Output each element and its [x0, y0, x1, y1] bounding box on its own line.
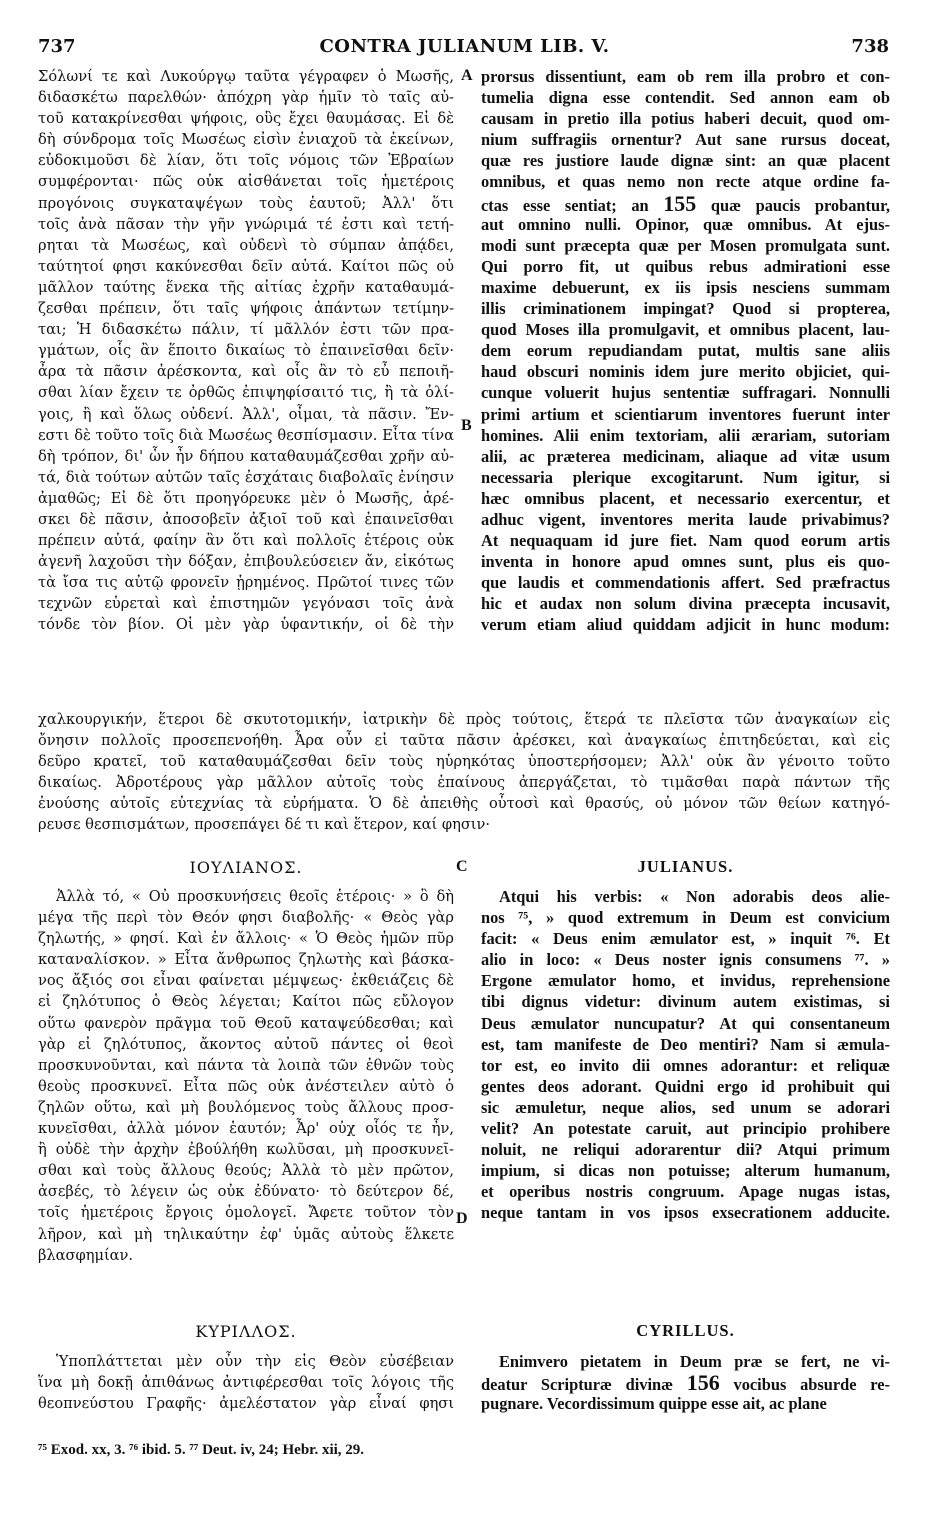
text-line: adhuc vigent, inventores merita laude privabimus? [481, 509, 890, 529]
text-line: εἰ ζηλότυπος ὁ Θεὸς λέγεται; Καίτοι πῶς εὔλογον [38, 993, 454, 1011]
greek-column-julianus [38, 886, 454, 1266]
text-line: Deus æmulator nuncupatur? At qui consentaneum [481, 1013, 890, 1033]
text-line: dem eorum repudiandam putat, multis sane aliis [481, 341, 890, 361]
text-line: ὄνησιν πολλοῖς προσεπενοήθη. Ἆρα οὖν εἰ ταῦτα πᾶσιν ἀρέσκει, καὶ ἀναγκαίως ἐπιτηδεύεται, καὶ εἰς [38, 732, 890, 750]
text-line: quod Moses illa promulgavit, et omnibus placent, lau- [481, 320, 890, 340]
text-line [481, 1370, 890, 1396]
text-line: alio in loco: « Deus noster ignis consumens ⁷⁷. » [481, 950, 890, 970]
text-segment: quæ paucis probantur, [710, 195, 890, 215]
text-line: δὴ τρόπον, δι' ὧν ἦν δήπου καταθαυμάζεσθαι χρῆν αὐ- [38, 447, 454, 465]
text-segment: vocibus absurde re- [733, 1375, 890, 1395]
greek-column-top [38, 66, 454, 636]
text-line: οὕτω φανερὸν πρᾶγμα τοῦ Θεοῦ καταψεύδεσθαι; καὶ [38, 1014, 454, 1032]
text-line: λῆρον, καὶ μὴ τηλικαύτην ἐφ' ὑμᾶς αὐτοὺς ἕλκετε [38, 1225, 454, 1243]
text-segment: ctas esse sentiat; an [481, 195, 649, 215]
text-line: aut omnino nulli. Opinor, quæ omnibus. At ejus- [481, 214, 890, 234]
text-line: μᾶλλον ταύτης ἕνεκα τῆς αἰτίας ἐχρῆν καταθαυμά- [38, 278, 454, 296]
text-line: illis criminationem impingat? Quod si propterea, [481, 299, 890, 319]
latin-column-top [481, 66, 890, 636]
text-line: Ergone æmulator homo, et invidus, reprehensione [481, 971, 890, 991]
text-line: σθαι καὶ τοὺς ἄλλους θεούς; Ἀλλὰ τὸ μὲν πρῶτον, [38, 1162, 454, 1180]
text-line: noluit, ne reliqui adorarentur dii? Atqui primum [481, 1140, 890, 1160]
text-line: Ὑποπλάττεται μὲν οὖν τὴν εἰς Θεὸν εὐσέβειαν [56, 1353, 454, 1370]
text-line: συμφέρονται· πῶς οὐκ αἰσθάνεται τοῖς ἡμετέροις [38, 173, 454, 191]
text-line: Σόλωνί τε καὶ Λυκούργῳ ταῦτα γέγραφεν ὁ Μωσῆς, [38, 68, 454, 85]
heading-cyrillus-latin: CYRILLUS. [636, 1321, 735, 1340]
text-line: Atqui his verbis: « Non adorabis deos alie- [499, 887, 890, 906]
text-line: εὐδοκιμοῦσι δὲ λίαν, ὅτι τοῖς νόμοις τῶν Ἑβραίων [38, 152, 454, 170]
text-line: ται; Ἡ διδασκέτω πάλιν, τί μᾶλλόν ἐστι τῶν πρα- [38, 321, 454, 339]
text-line: δὴ σύνδρομα τοῖς Μωσέως εἰσὶν ἐνιαχοῦ τὰ ἐκείνων, [38, 131, 454, 149]
text-line: sic æmuletur, neque alios, sed unum se adorari [481, 1097, 890, 1117]
text-line: Enimvero pietatem in Deum præ se fert, ne vi- [499, 1352, 890, 1371]
text-line: impium, si dicas non potuisse; alterum humanum, [481, 1161, 890, 1181]
text-line: τὰ ἴσα τις αὐτῷ φρονεῖν ᾑρημένος. Πρῶτοί τινες τῶν [38, 574, 454, 592]
text-line: ἢ οὐδὲ τὴν ἀρχὴν ἐβούλήθη κωλῦσαι, μὴ προσκυνεῖ- [38, 1141, 454, 1159]
text-line: gentes deos adorant. Quidni ergo id prohibuit qui [481, 1076, 890, 1096]
text-line: ἀσεβές, τὸ λέγειν ὡς οὐκ ἐδύνατο· τὸ δεύτερον δέ, [38, 1183, 454, 1201]
text-line: modi sunt præcepta quæ per Mosen promulgata sunt. [481, 235, 890, 255]
greek-full-width [38, 709, 890, 836]
text-line: quæ res justiore laude dignæ sint: an quæ placent [481, 151, 890, 171]
text-line: σθαι λίαν ἔχειν τε ὀρθῶς ἐπιψηφίσαιτό τις, ἢ τὰ ὀλί- [38, 384, 454, 402]
text-line: χαλκουργικήν, ἕτεροι δὲ σκυτοτομικήν, ἰατρικὴν δὲ πρὸς τούτοις, ἕτερά τε πλεῖστα τῶν ἀναγκαίων εἰς [38, 711, 890, 728]
text-line: est, tam manifeste de Deo mentiri? Nam si æmula- [481, 1034, 890, 1054]
page-marker-155: 155 [663, 190, 697, 216]
text-line: τεχνῶν εὑρεταὶ καὶ ἐπιστημῶν γεγόνασι τοῖς ἀνὰ [38, 595, 454, 613]
marker-d: D [456, 1210, 468, 1227]
text-line: τοῖς ἀνὰ πᾶσαν τὴν γῆν γνώριμά τέ ἐστι καὶ τετή- [38, 215, 454, 233]
heading-cyrillus-greek: ΚΥΡΙΛΛΟΣ. [195, 1322, 297, 1341]
text-line: At nequaquam id jure fiet. Nam quod eorum artis [481, 531, 890, 551]
text-line: que laudis et commendationis affert. Sed præfractus [481, 573, 890, 593]
text-line: homines. Alii enim textoriam, alii ærariam, sutoriam [481, 425, 890, 445]
text-line: ρηται τὰ Μωσέως, καὶ οὐδενὶ τὸ σύμπαν ἀπᾴδει, [38, 236, 454, 254]
text-line: verum etiam aliud quiddam adjicit in hunc modum: [481, 615, 890, 635]
text-line: nium suffragiis ornentur? Aut sane rursus doceat, [481, 130, 890, 150]
text-line: θεοὺς προσκυνεῖ. Εἶτα πῶς οὐκ ἀνέστειλεν αὐτὸ ὁ [38, 1077, 454, 1095]
running-title: CONTRA JULIANUM LIB. V. [319, 36, 610, 57]
text-line: δικαίως. Ἀδροτέρους γὰρ μᾶλλον αὐτοῖς τοὺς ἐπαίνους ἀπεργάζεται, τὸ τιμᾶσθαι παρὰ πάντων τῆς [38, 774, 890, 792]
text-line: ζηλωτής, » φησί. Καὶ ἐν ἄλλοις· « Ὁ Θεὸς ἡμῶν πῦρ [38, 930, 454, 948]
text-line: νος ἄξιός σοι εἶναι φαίνεται μέμψεως· ἐκθειάζεις δὲ [38, 972, 454, 990]
text-line: causam in pretio illa potius haberi decuit, quod om- [481, 109, 890, 129]
latin-column-cyrillus [481, 1351, 890, 1414]
text-line: γὰρ εἰ ζηλότυπος, ἄκοντος αὐτοῦ πάντες οἱ θεοὶ [38, 1035, 454, 1053]
text-line: διδασκέτω παρελθών· ἀπόχρη γὰρ ἡμῖν τὸ ταῖς αὐ- [38, 89, 454, 107]
text-line: τοῖς ἡμετέροις ἔργοις ὁμολογεῖ. Ἄφετε τοῦτον τὸν [38, 1204, 454, 1222]
text-line: ἀγενῆ λαχοῦσι τὴν δόξαν, ἐπιβουλεύσειεν ἄν, εἰκότως [38, 553, 454, 571]
text-line: pugnare. Vecordissimum quippe esse ait, ac plane [481, 1394, 827, 1414]
greek-column-cyrillus [38, 1351, 454, 1414]
text-line: hic et audax non solum divina præcepta incusavit, [481, 594, 890, 614]
text-line: θεοπνεύστου Γραφῆς· ἀμελέστατον γὰρ εἶναί φησι [38, 1395, 454, 1413]
text-line: σκει δὲ πᾶσιν, ἀποσοβεῖν ἀξιοῖ τοῦ καὶ ἐπαινεῖσθαι [38, 510, 454, 528]
text-line: ζεσθαι πρέπειν, ὅτι ταῖς ψήφοις ἁπάντων τετίμην- [38, 300, 454, 318]
text-line: neque tantam in vos ipsos exsecrationem adducite. [481, 1203, 890, 1223]
text-line: ἵνα μὴ δοκῇ ἀπιθάνως ἀντιφέρεσθαι τοῖς λόγοις τῆς [38, 1374, 454, 1392]
text-line: tor est, eo invito dii omnes adorantur: et reliquæ [481, 1055, 890, 1075]
text-line: εστι δὲ τοῦτο τοῖς διὰ Μωσέως θεσπίσμασιν. Εἶτα τίνα [38, 426, 454, 444]
text-line: tibi dignus videtur: divinum autem existimas, si [481, 992, 890, 1012]
text-line: Qui porro fit, ut quibus rebus admirationi esse [481, 256, 890, 276]
text-line: δεῦρο κρατεῖ, τοῦ καταθαυμάζεσθαι δεῖν τοὺς ηὑρηκότας ὑποστερήσομεν; Ἀλλ' οὐκ ἂν γένοιτο τοῦτο [38, 753, 890, 771]
text-line: προγόνοις συγκαταψέγων τοὺς ἑαυτοῦ; Ἀλλ' ὅτι [38, 194, 454, 212]
text-line: τόνδε τὸν βίον. Οἱ μὲν γὰρ ὑφαντικήν, οἱ δὲ τὴν [38, 616, 454, 634]
text-line: καταναλίσκον. » Εἶτα ἄνθρωπος ζηλωτὴς καὶ βάσκα- [38, 951, 454, 969]
text-line: ἀμαθῶς; Εἰ δὲ ὅτι προηγόρευκε μὲν ὁ Μωσῆς, ἀρέ- [38, 489, 454, 507]
text-line: maxime debuerunt, ex iis ipsis nesciens summam [481, 277, 890, 297]
text-line [481, 190, 890, 216]
text-line: μέγα τῆς περὶ τὸν Θεόν φησι διαβολῆς· « Θεὸς γὰρ [38, 909, 454, 927]
text-line: inventa in honore apud omnes sunt, plus eis quo- [481, 552, 890, 572]
text-line: τοῦ κατακρίνεσθαι ψήφοις, οὓς ἔχει θαυμάσας. Εἰ δὲ [38, 110, 454, 128]
marker-c: C [456, 858, 468, 875]
heading-julianus-latin: JULIANUS. [637, 857, 734, 876]
left-page-number: 737 [38, 36, 76, 57]
text-line: γμάτων, οἷς ἂν ἕποιτο δικαίως τὸ ἐπαινεῖσθαι δεῖν· [38, 342, 454, 360]
text-segment: deatur Scripturæ divinæ [481, 1375, 674, 1395]
text-line: alii, ac præterea medicinam, aliaque ad vitæ usum [481, 446, 890, 466]
text-line: προσκυνοῦνται, καὶ πάντα τὰ λοιπὰ τῶν ἐθνῶν τοὺς [38, 1056, 454, 1074]
text-line: cunque voluerit hujus sententiæ suffragari. Nonnulli [481, 383, 890, 403]
text-line: γοις, ἢ καὶ ὅλως οὐδενί. Ἀλλ', οἶμαι, τὰ πᾶσιν. Ἔν- [38, 405, 454, 423]
text-line: πρέπειν αὐτά, φαίην ἂν ὅτι καὶ πολλοῖς ἑτέροις οὐκ [38, 532, 454, 550]
text-line: haud obscuri nominis idem jure merito objiciet, qui- [481, 362, 890, 382]
marker-a: A [461, 67, 473, 84]
marker-b: B [461, 417, 472, 434]
page-marker-156: 156 [686, 1370, 720, 1396]
text-line: facit: « Deus enim æmulator est, » inquit ⁷⁶. Et [481, 929, 890, 949]
latin-column-julianus [481, 886, 890, 1224]
text-line: nos ⁷⁵, » quod extremum in Deum est convicium [481, 908, 890, 928]
text-line: velit? An potestate caruit, aut principio prohibere [481, 1119, 890, 1139]
text-line: et operibus nostris congruum. Apage nugas istas, [481, 1182, 890, 1202]
text-line: βλασφημίαν. [38, 1246, 134, 1264]
text-line: prorsus dissentiunt, eam ob rem illa probro et con- [481, 67, 890, 86]
text-line: primi artium et scientiarum inventores fuerunt inter [481, 404, 890, 424]
text-line: omnibus, et quas nemo non recte atque ordine fa- [481, 172, 890, 192]
text-line: τά, διὰ τούτων αὐτῶν ταῖς ἐσχάταις διαβολαῖς ἐνίησιν [38, 468, 454, 486]
text-line: necessaria plerique excogitarunt. Num igitur, si [481, 467, 890, 487]
right-page-number: 738 [851, 36, 889, 57]
footnotes: ⁷⁵ Exod. xx, 3. ⁷⁶ ibid. 5. ⁷⁷ Deut. iv, 24; Hebr. xii, 29. [38, 1442, 365, 1458]
heading-julianus-greek: ΙΟΥΛΙΑΝΟΣ. [189, 858, 303, 877]
text-line: ἆρα τὰ πᾶσιν ἀρέσκοντα, καὶ οἷς ἂν τὸ εὖ πεποιῆ- [38, 363, 454, 381]
text-line: Ἀλλὰ τό, « Οὐ προσκυνήσεις θεοῖς ἑτέροις· » ὃ δὴ [56, 888, 454, 905]
text-line: κυνεῖσθαι, ἀλλὰ μόνον ἑαυτόν; Ἆρ' οὐχ οἷός τε ἦν, [38, 1120, 454, 1138]
text-line: tumelia digna esse contendit. Sed annon eam ob [481, 88, 890, 108]
text-line: ἐνούσης αὐτοῖς εὐτεχνίας τὰ εὑρήματα. Ὁ δὲ ἀπειθὴς οὗτοσὶ καὶ θρασύς, οὐ μόνον τῶν θείων κατηγό- [38, 795, 890, 813]
text-line: hæc omnibus placent, et necessario exercentur, et [481, 488, 890, 508]
text-line: ταύτητοί φησι κακύνεσθαι δεῖν αὐτά. Καίτοι πῶς οὐ [38, 257, 454, 275]
text-line: ζηλῶν οὕτω, καὶ μὴ βουλόμενος τοὺς ἄλλους προσ- [38, 1098, 454, 1116]
text-line: ρευσε θεσπισμάτων, προσεπάγει δέ τι καὶ ἕτερον, καί φησιν· [38, 816, 491, 834]
